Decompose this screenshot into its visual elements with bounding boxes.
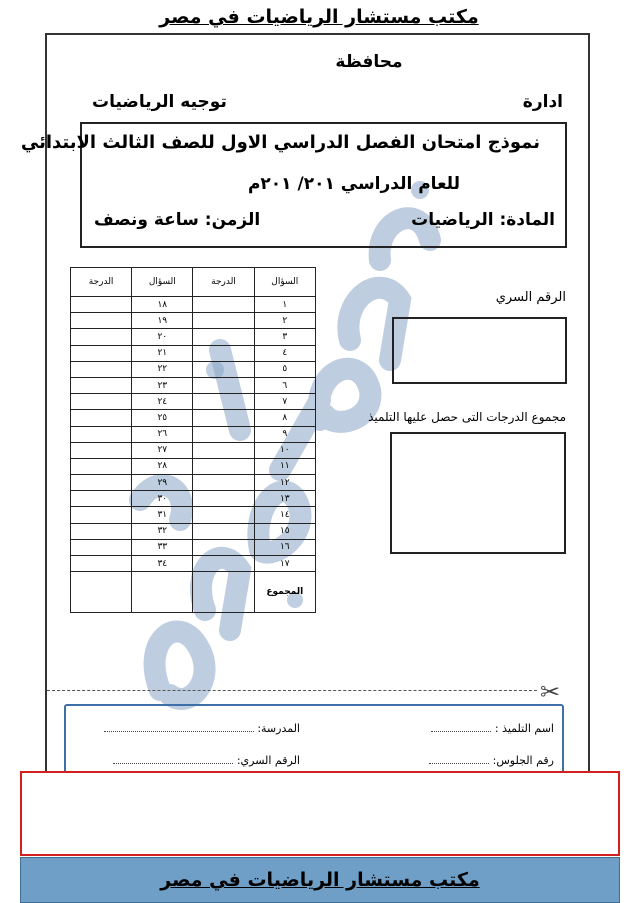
header-grade-1: الدرجة (193, 268, 254, 297)
table-row (71, 377, 316, 393)
scissors-icon: ✂ (540, 678, 561, 706)
grade-cell[interactable] (71, 394, 132, 410)
total-label-cell: المجموع (254, 572, 315, 613)
footer-title: مكتب مستشار الرياضيات في مصر (160, 869, 480, 891)
grade-cell[interactable] (71, 556, 132, 572)
question-number-cell: ١٥ (254, 523, 315, 539)
cut-line (47, 690, 537, 691)
grade-cell[interactable] (71, 426, 132, 442)
student-secret-label: الرقم السري: (236, 754, 300, 767)
header-question-2: السؤال (132, 268, 193, 297)
total-value-cell[interactable] (132, 572, 193, 613)
question-number-cell: ١٦ (254, 539, 315, 555)
question-number-cell: ١٢ (254, 475, 315, 491)
question-number-cell: ١٣ (254, 491, 315, 507)
seat-number-label: رقم الجلوس: (492, 754, 554, 767)
question-number-cell: ٣١ (132, 507, 193, 523)
grade-cell[interactable] (193, 556, 254, 572)
grades-table (70, 267, 316, 613)
grade-cell[interactable] (193, 442, 254, 458)
secret-number-box[interactable] (392, 317, 567, 384)
question-number-cell: ٢٨ (132, 458, 193, 474)
grade-cell[interactable] (71, 329, 132, 345)
grade-cell[interactable] (71, 297, 132, 313)
table-row (71, 394, 316, 410)
grade-cell[interactable] (71, 523, 132, 539)
total-value-cell[interactable] (193, 572, 254, 613)
question-number-cell: ٣ (254, 329, 315, 345)
grade-cell[interactable] (71, 361, 132, 377)
question-number-cell: ١ (254, 297, 315, 313)
table-row (71, 313, 316, 329)
governorate-label: محافظة (335, 52, 403, 72)
question-number-cell: ٢٢ (132, 361, 193, 377)
question-number-cell: ١٩ (132, 313, 193, 329)
grade-cell[interactable] (193, 394, 254, 410)
secret-number-label: الرقم السري (495, 290, 566, 305)
time-label: الزمن: ساعة ونصف (94, 210, 261, 230)
table-row (71, 475, 316, 491)
subject-label: المادة: الرياضيات (411, 210, 555, 230)
header-grade-2: الدرجة (71, 268, 132, 297)
seat-number-field[interactable] (429, 755, 489, 764)
question-number-cell: ٢٠ (132, 329, 193, 345)
table-row (71, 361, 316, 377)
table-row (71, 297, 316, 313)
total-value-cell[interactable] (71, 572, 132, 613)
school-field[interactable] (104, 723, 254, 732)
question-number-cell: ٢٣ (132, 377, 193, 393)
grade-cell[interactable] (193, 475, 254, 491)
question-number-cell: ٤ (254, 345, 315, 361)
table-row (71, 345, 316, 361)
total-row (71, 572, 316, 613)
grade-cell[interactable] (193, 297, 254, 313)
table-row (71, 491, 316, 507)
table-row (71, 523, 316, 539)
question-number-cell: ٥ (254, 361, 315, 377)
question-number-cell: ٢٩ (132, 475, 193, 491)
question-number-cell: ٣٤ (132, 556, 193, 572)
grade-cell[interactable] (193, 329, 254, 345)
grade-cell[interactable] (71, 377, 132, 393)
grade-cell[interactable] (193, 523, 254, 539)
grade-cell[interactable] (193, 410, 254, 426)
student-name-label: اسم التلميذ : (494, 722, 554, 735)
grade-cell[interactable] (193, 458, 254, 474)
grade-cell[interactable] (71, 442, 132, 458)
grade-cell[interactable] (193, 377, 254, 393)
table-row (71, 329, 316, 345)
grade-cell[interactable] (71, 458, 132, 474)
grade-cell[interactable] (71, 313, 132, 329)
table-row (71, 539, 316, 555)
table-row (71, 458, 316, 474)
grade-cell[interactable] (71, 507, 132, 523)
question-number-cell: ٢٥ (132, 410, 193, 426)
total-grades-box[interactable] (390, 432, 566, 554)
question-number-cell: ٢٧ (132, 442, 193, 458)
grade-cell[interactable] (193, 345, 254, 361)
red-overlay-box (20, 771, 620, 856)
exam-info-box (20, 122, 567, 248)
question-number-cell: ٧ (254, 394, 315, 410)
question-number-cell: ٣٢ (132, 523, 193, 539)
question-number-cell: ١١ (254, 458, 315, 474)
grade-cell[interactable] (193, 426, 254, 442)
question-number-cell: ٢ (254, 313, 315, 329)
student-name-row (431, 722, 554, 735)
table-row (71, 507, 316, 523)
question-number-cell: ٩ (254, 426, 315, 442)
table-row (71, 426, 316, 442)
student-secret-row (113, 754, 300, 767)
table-row (71, 556, 316, 572)
grade-cell[interactable] (71, 345, 132, 361)
academic-year: للعام الدراسي ٢٠١/ ٢٠١م (247, 174, 460, 194)
grade-cell[interactable] (193, 491, 254, 507)
seat-number-row (429, 754, 554, 767)
question-number-cell: ٢٦ (132, 426, 193, 442)
table-row (71, 410, 316, 426)
grade-cell[interactable] (71, 475, 132, 491)
question-number-cell: ١٧ (254, 556, 315, 572)
header-question-1: السؤال (254, 268, 315, 297)
school-label: المدرسة: (257, 722, 300, 735)
grade-cell[interactable] (193, 361, 254, 377)
question-number-cell: ١٨ (132, 297, 193, 313)
department-label: توجيه الرياضيات (92, 92, 227, 112)
student-secret-field[interactable] (113, 755, 233, 764)
question-number-cell: ٨ (254, 410, 315, 426)
question-number-cell: ٢٤ (132, 394, 193, 410)
grade-cell[interactable] (193, 539, 254, 555)
question-number-cell: ١٠ (254, 442, 315, 458)
school-row (104, 722, 300, 735)
grade-cell[interactable] (71, 539, 132, 555)
grade-cell[interactable] (193, 313, 254, 329)
top-title: مكتب مستشار الرياضيات في مصر (159, 6, 479, 28)
total-grades-label: مجموع الدرجات التى حصل عليها التلميذ (368, 410, 566, 424)
question-number-cell: ٦ (254, 377, 315, 393)
footer-banner (20, 857, 620, 903)
table-row (71, 442, 316, 458)
grade-cell[interactable] (193, 507, 254, 523)
exam-title: نموذج امتحان الفصل الدراسي الاول للصف الثالث الابتدائي (20, 132, 540, 153)
administration-label: ادارة (522, 92, 563, 112)
grade-cell[interactable] (71, 410, 132, 426)
question-number-cell: ١٤ (254, 507, 315, 523)
grade-cell[interactable] (71, 491, 132, 507)
question-number-cell: ٢١ (132, 345, 193, 361)
question-number-cell: ٣٣ (132, 539, 193, 555)
student-name-field[interactable] (431, 723, 491, 732)
question-number-cell: ٣٠ (132, 491, 193, 507)
